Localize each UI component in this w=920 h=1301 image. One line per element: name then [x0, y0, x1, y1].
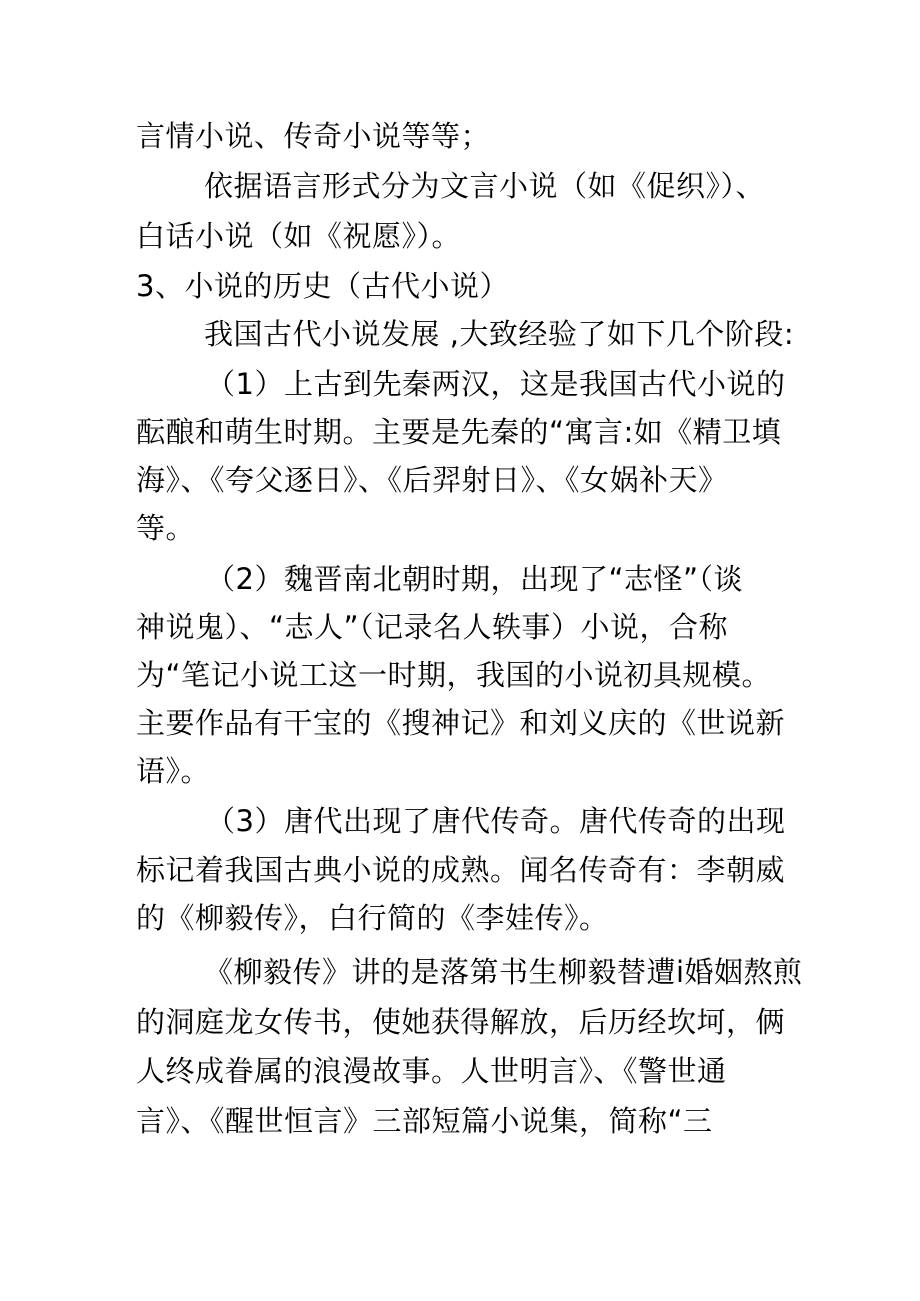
text-line: 等。: [136, 511, 196, 545]
text-line: 白话小说（如《祝愿》）。: [136, 219, 462, 253]
text-line: 言》、《醒世恒言》三部短篇小说集，简称“三: [136, 1104, 713, 1138]
text-line: （3）唐代出现了唐代传奇。唐代传奇的出现: [206, 804, 786, 838]
text-line: 言情小说、传奇小说等等；: [136, 119, 491, 153]
text-line: 神说鬼）、“志人”（记录名人轶事）小说，合称: [136, 610, 729, 644]
text-line: 海》、《夸父逐日》、《后羿射日》、《女娲补天》: [136, 463, 728, 497]
text-line: （2）魏晋南北朝时期，出现了“志怪”（谈: [206, 562, 743, 596]
text-line: 酝酿和萌生时期。主要是先秦的“寓言:如《精卫填: [136, 415, 782, 449]
text-line: 语》。: [136, 754, 211, 788]
text-line: 的《柳毅传》，白行简的《李娃传》。: [136, 901, 609, 935]
text-line: 的洞庭龙女传书，使她获得解放，后历经坎坷，俩: [136, 1005, 786, 1039]
text-line: 为“笔记小说工这一时期，我国的小说初具规模。: [136, 658, 772, 692]
text-line: 《柳毅传》讲的是落第书生柳毅替遭i婚姻熬煎: [204, 955, 803, 989]
section-heading: 3、小说的历史（古代小说）: [136, 269, 509, 303]
text-line: 主要作品有干宝的《搜神记》和刘义庆的《世说新: [136, 706, 786, 740]
text-line: （1）上古到先秦两汉，这是我国古代小说的: [206, 367, 786, 401]
text-line: 人终成眷属的浪漫故事。人世明言》、《警世通: [136, 1054, 727, 1088]
text-line: 标记着我国古典小说的成熟。闻名传奇有：李朝威: [136, 853, 786, 887]
text-line: 依据语言形式分为文言小说（如《促织》）、: [204, 169, 766, 203]
text-line: 我国古代小说发展 ,大致经验了如下几个阶段:: [204, 317, 795, 351]
